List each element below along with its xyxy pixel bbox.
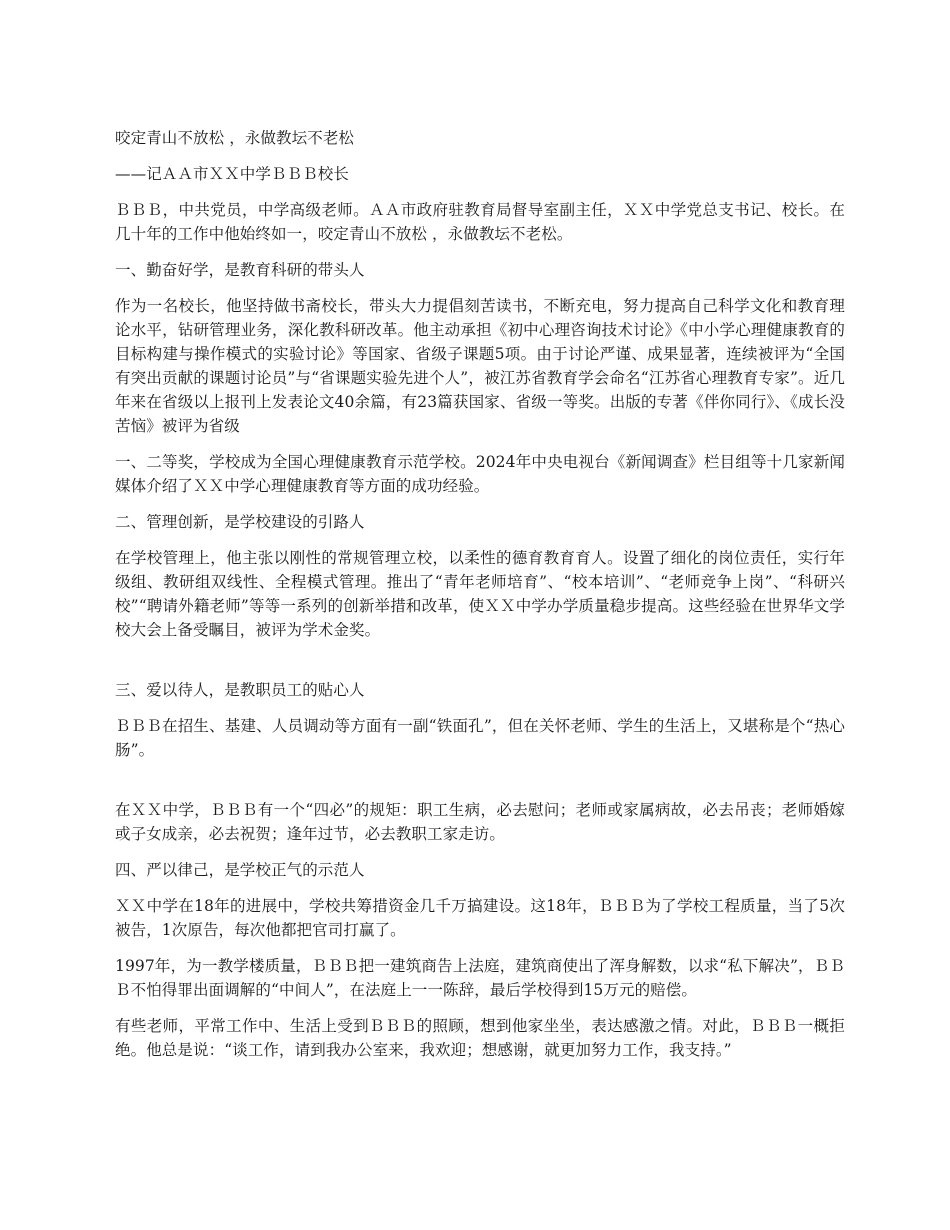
paragraph-gap (115, 654, 845, 678)
section-heading-2: 二、管理创新，是学校建设的引路人 (115, 513, 365, 531)
paragraph-awards: 一、二等奖，学校成为全国心理健康教育示范学校。2024年中央电视台《新闻调查》栏目组等十几家新闻媒体介绍了ＸＸ中学心理健康教育等方面的成功经验。 (115, 453, 845, 495)
paragraph-lawsuits: ＸＸ中学在18年的进展中，学校共筹措资金几千万搞建设。这18年，ＢＢＢ为了学校工程质量，当了5次被告，1次原告，每次他都把官司打赢了。 (115, 897, 845, 939)
paragraph-integrity: 有些老师，平常工作中、生活上受到ＢＢＢ的照顾，想到他家坐坐，表达感激之情。对此，ＢＢＢ一概拒绝。他总是说：“谈工作，请到我办公室来，我欢迎；想感谢，就更加努力工作，我支持。” (115, 1017, 845, 1059)
paragraph-four-musts: 在ＸＸ中学，ＢＢＢ有一个“四必”的规矩：职工生病，必去慰问；老师或家属病故，必去吊丧；老师婚嫁或子女成亲，必去祝贺；逢年过节，必去教职工家走访。 (115, 801, 845, 843)
section-heading-3: 三、爱以待人，是教职员工的贴心人 (115, 681, 365, 699)
paragraph-research: 作为一名校长，他坚持做书斋校长，带头大力提倡刻苦读书，不断充电，努力提高自己科学文化和教育理论水平，钻研管理业务，深化教科研改革。他主动承担《初中心理咨询技术讨论》《中小学心理健康教育的目标构建与操作模式的实验讨论》等国家、省级子课题5项。由于讨论严谨、成果显著，连续被评为“全国有突出贡献的课题讨论员”与“省课题实验先进个人”，被江苏省教育学会命名“江苏省心理教育专家”。近几年来在省级以上报刊上发表论文40余篇，有23篇获国家、省级一等奖。出版的专著《伴你同行》、《成长没苦恼》被评为省级 (115, 297, 845, 435)
document-body (115, 126, 845, 1074)
document-subtitle: ——记ＡＡ市ＸＸ中学ＢＢＢ校长 (115, 165, 350, 183)
paragraph-intro: ＢＢＢ，中共党员，中学高级老师。ＡＡ市政府驻教育局督导室副主任，ＸＸ中学党总支书记、校长。在几十年的工作中他始终如一，咬定青山不放松 ，永做教坛不老松。 (115, 201, 845, 243)
paragraph-management: 在学校管理上，他主张以刚性的常规管理立校，以柔性的德育教育育人。设置了细化的岗位责任，实行年级组、教研组双线性、全程模式管理。推出了“青年老师培育”、“校本培训”、“老师竞争上岗”、“科研兴校”“聘请外籍老师”等等一系列的创新举措和改革，使ＸＸ中学办学质量稳步提高。这些经验在世界华文学校大会上备受瞩目，被评为学术金奖。 (115, 549, 845, 639)
section-heading-4: 四、严以律己，是学校正气的示范人 (115, 861, 365, 879)
paragraph-gap (115, 774, 845, 798)
section-heading-1: 一、勤奋好学，是教育科研的带头人 (115, 261, 365, 279)
paragraph-1997-case: 1997年，为一教学楼质量，ＢＢＢ把一建筑商告上法庭，建筑商使出了浑身解数，以求“私下解决”，ＢＢＢ不怕得罪出面调解的“中间人”，在法庭上一一陈辞，最后学校得到15万元的赔偿。 (115, 957, 845, 999)
paragraph-care: ＢＢＢ在招生、基建、人员调动等方面有一副“铁面孔”，但在关怀老师、学生的生活上，又堪称是个“热心肠”。 (115, 717, 845, 759)
document-title: 咬定青山不放松 ，永做教坛不老松 (115, 129, 355, 147)
